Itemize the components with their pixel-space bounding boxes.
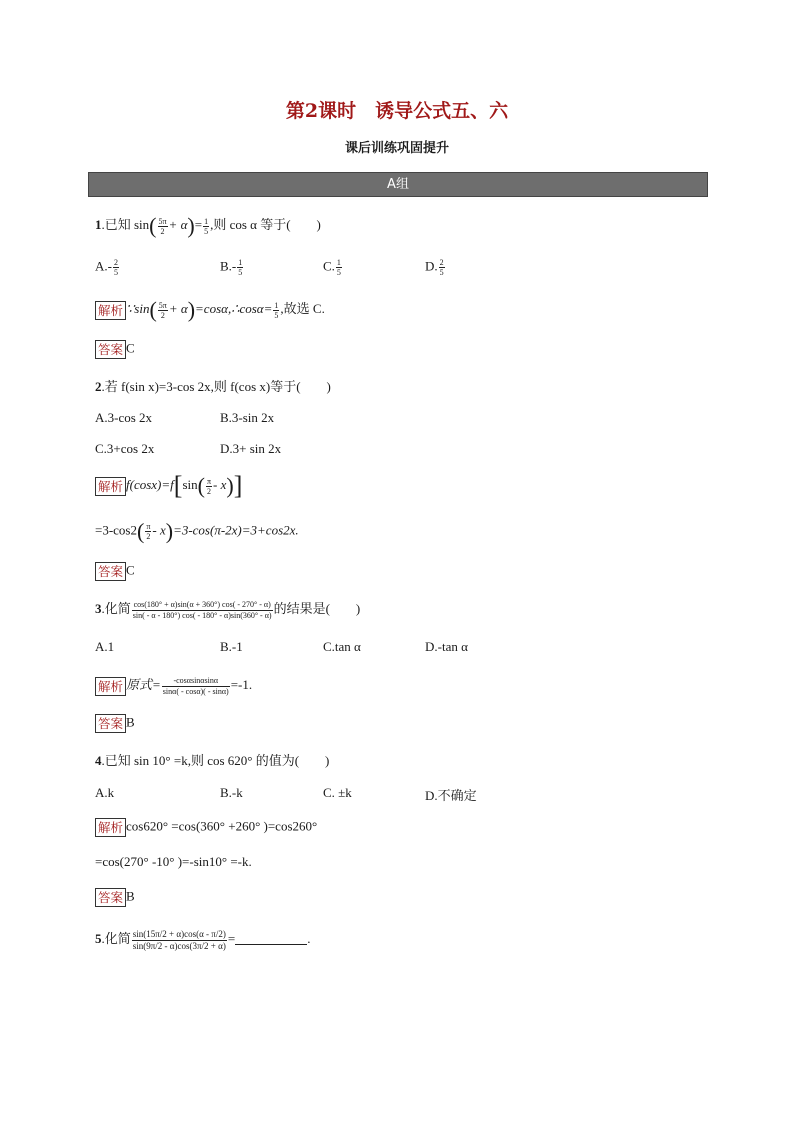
q3-answer-value: B bbox=[126, 714, 135, 730]
analysis-tag: 解析 bbox=[95, 301, 126, 320]
q3-option-c[interactable]: C.tan α bbox=[323, 639, 361, 654]
page-title: 第2课时 诱导公式五、六 bbox=[285, 100, 509, 122]
q1-answer-value: C bbox=[126, 340, 135, 356]
q3-fraction: $\frac{\cos(180^\circ + \alpha)\sin(\alpha + 360^\circ) \cos( - 270^\circ - \alpha)}{\sin( - \alpha - 180^\circ) \cos( - 180^\circ - \alpha)\sin(360^\circ - \alpha)}$ bbox=[132, 599, 272, 620]
q4-answer-value: B bbox=[126, 888, 135, 904]
question-number: 5 bbox=[95, 931, 102, 946]
question-1: 1.已知 sin( $\frac{5\pi}{2}$ + α)= $\frac{1}{5}$ ,则 cos α 等于( ) bbox=[95, 213, 321, 239]
q3-option-b[interactable]: B.-1 bbox=[220, 639, 243, 654]
q4-answer bbox=[95, 888, 135, 907]
q1-suffix: ,则 cos α 等于( ) bbox=[210, 217, 321, 232]
question-5: 5.化简 $\frac{\sin(15\pi/2 + \alpha)\cos(\alpha - \pi/2)}{\sin(9\pi/2 - \alpha)\cos(3\pi/2 + \alpha)}$ = . bbox=[95, 928, 311, 951]
q3-answer bbox=[95, 714, 135, 733]
q1-answer bbox=[95, 340, 135, 359]
question-4: 4.已知 sin 10° =k,则 cos 620° 的值为( ) bbox=[95, 753, 330, 768]
q3-option-d[interactable]: D.-tan α bbox=[425, 639, 468, 654]
q1-option-c[interactable]: C. $\frac{1}{5}$ bbox=[323, 258, 341, 277]
q3-analysis: 解析 原式= $\frac{-\cos\alpha\sin\alpha\sin\alpha}{\sin\alpha( - \cos\alpha)( - \sin\alpha)}$ =-1. bbox=[95, 674, 252, 697]
q4-option-a[interactable]: A.k bbox=[95, 785, 115, 800]
answer-blank[interactable] bbox=[235, 944, 307, 945]
q1-eq: = bbox=[194, 217, 203, 232]
question-number: 1 bbox=[95, 217, 102, 232]
q2-option-d[interactable]: D.3+ sin 2x bbox=[220, 441, 282, 456]
question-2: 2.若 f(sin x)=3-cos 2x,则 f(cos x)等于( ) bbox=[95, 379, 331, 394]
fraction-5pi-over-2: $\frac{5\pi}{2}$ bbox=[158, 216, 167, 236]
q1-option-d[interactable]: D. $\frac{2}{5}$ bbox=[425, 258, 444, 277]
answer-tag: 答案 bbox=[95, 888, 126, 907]
q2-answer bbox=[95, 562, 135, 581]
q4-option-d[interactable]: D.不确定 bbox=[425, 788, 477, 803]
answer-tag: 答案 bbox=[95, 562, 126, 581]
q1-analysis: 解析 ∵sin( $\frac{5\pi}{2}$ + α)=cosα,∴cosα= $\frac{1}{5}$ ,故选 C. bbox=[95, 298, 325, 320]
q4-option-c[interactable]: C. ±k bbox=[323, 785, 352, 800]
analysis-tag: 解析 bbox=[95, 818, 126, 837]
q2-answer-value: C bbox=[126, 562, 135, 578]
question-number: 4 bbox=[95, 753, 102, 768]
q1-option-a[interactable]: A.- $\frac{2}{5}$ bbox=[95, 258, 118, 277]
answer-tag: 答案 bbox=[95, 340, 126, 359]
answer-tag: 答案 bbox=[95, 714, 126, 733]
analysis-tag: 解析 bbox=[95, 677, 126, 696]
group-a-header: A组 bbox=[88, 172, 708, 197]
q1-prefix: 已知 sin bbox=[104, 217, 150, 232]
analysis-tag: 解析 bbox=[95, 477, 126, 496]
q2-option-a[interactable]: A.3-cos 2x bbox=[95, 410, 153, 425]
q2-analysis: 解析 f(cosx)=f[sin( $\frac{\pi}{2}$ - x)] bbox=[95, 476, 242, 496]
q5-fraction: $\frac{\sin(15\pi/2 + \alpha)\cos(\alpha - \pi/2)}{\sin(9\pi/2 - \alpha)\cos(3\pi/2 + \alpha)}$ bbox=[132, 928, 226, 951]
question-number: 3 bbox=[95, 601, 102, 616]
q4-option-b[interactable]: B.-k bbox=[220, 785, 243, 800]
q4-analysis: 解析 cos620° =cos(360° +260° )=cos260° bbox=[95, 818, 317, 837]
q1-plus-alpha: + α bbox=[168, 217, 188, 232]
q4-analysis-line2: =cos(270° -10° )=-sin10° =-k. bbox=[95, 854, 252, 869]
q2-analysis-line2: =3-cos2( $\frac{\pi}{2}$ - x)=3-cos(π-2x)=3+cos2x. bbox=[95, 518, 299, 544]
page-subtitle: 课后训练巩固提升 bbox=[344, 141, 449, 156]
fraction-1-over-5: $\frac{1}{5}$ bbox=[204, 216, 209, 236]
q3-option-a[interactable]: A.1 bbox=[95, 639, 115, 654]
question-3: 3.化简 $\frac{\cos(180^\circ + \alpha)\sin(\alpha + 360^\circ) \cos( - 270^\circ - \alpha)}{\sin( - \alpha - 180^\circ) \cos( - 180^\circ - \alpha)\sin(360^\circ - \alpha)}$ 的结果是( ) bbox=[95, 599, 361, 620]
q2-text: 若 f(sin x)=3-cos 2x,则 f(cos x)等于( ) bbox=[104, 379, 331, 394]
q2-option-b[interactable]: B.3-sin 2x bbox=[220, 410, 275, 425]
q2-option-c[interactable]: C.3+cos 2x bbox=[95, 441, 155, 456]
question-number: 2 bbox=[95, 379, 102, 394]
q1-option-b[interactable]: B.- $\frac{1}{5}$ bbox=[220, 258, 243, 277]
